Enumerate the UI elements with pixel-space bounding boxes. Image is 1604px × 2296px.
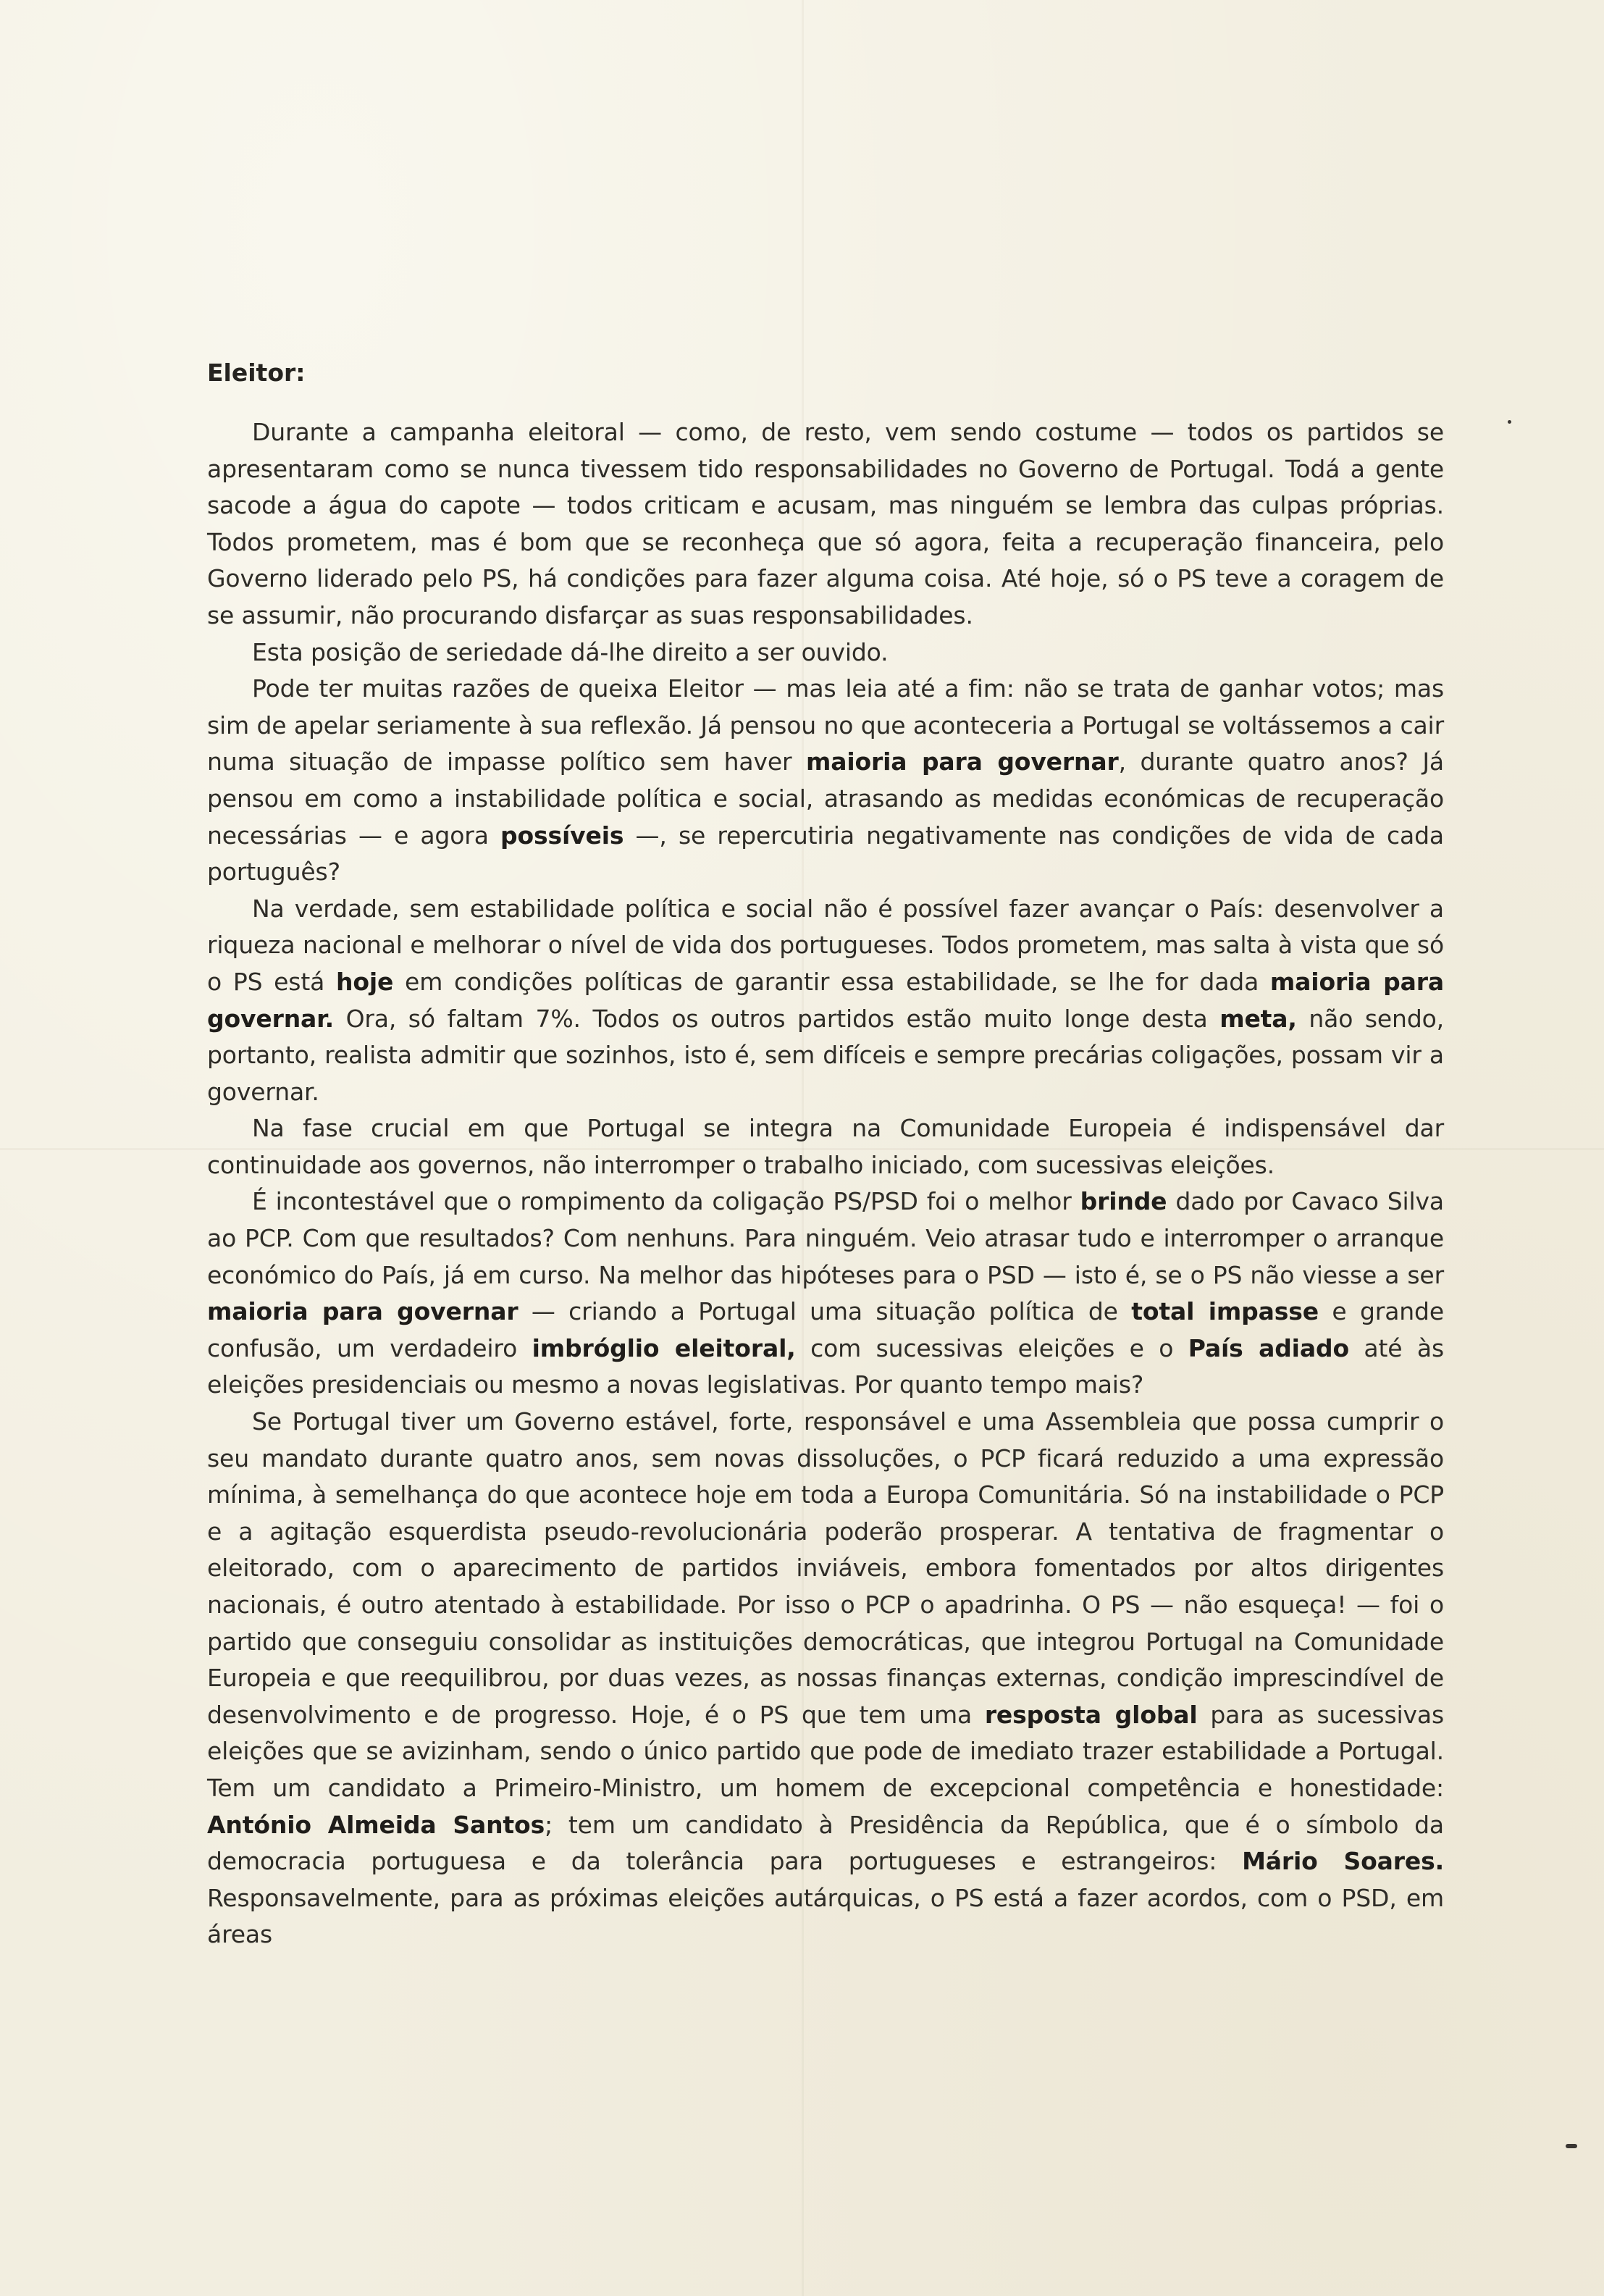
text-run: — criando a Portugal uma situação política de <box>518 1297 1132 1326</box>
paragraph <box>207 891 1444 1111</box>
emphasis-text: Mário Soares. <box>1242 1847 1444 1876</box>
greeting: Eleitor: <box>207 359 306 387</box>
text-run: Na verdade, sem estabilidade política e social não é possível fazer avançar o País: desenvolver a riqueza nacional e melhorar o nível de vida dos portugueses. Todos prometem, mas salta à vista que só o PS está <box>207 894 1444 996</box>
text-run: ; tem um candidato à Presidência da República, que é o símbolo da democracia portuguesa e da tolerância para portugueses e estrangeiros: <box>207 1810 1444 1876</box>
text-run: Na fase crucial em que Portugal se integra na Comunidade Europeia é indispensável dar continuidade aos governos, não interromper o trabalho iniciado, com sucessivas eleições. <box>207 1114 1444 1179</box>
emphasis-text: hoje <box>336 967 394 996</box>
letter-body <box>207 355 1444 1953</box>
paragraph <box>207 414 1444 634</box>
emphasis-text: maioria para governar. <box>207 967 1444 1033</box>
text-run: dado por Cavaco Silva ao PCP. Com que resultados? Com nenhuns. Para ninguém. Veio atrasar tudo e interromper o arranque económico do País, já em curso. Na melhor das hipóteses para o PSD — isto é, se o PS não viesse a ser <box>207 1187 1445 1289</box>
text-run: Durante a campanha eleitoral — como, de resto, vem sendo costume — todos os partidos se apresentaram como se nunca tivessem tido responsabilidades no Governo de Portugal. Todá a gente sacode a água do capote — todos criticam e acusam, mas ninguém se lembra das culpas próprias. Todos prometem, mas é bom que se reconheça que só agora, feita a recuperação financeira, pelo Governo liderado pelo PS, há condições para fazer alguma coisa. Até hoje, só o PS teve a coragem de se assumir, não procurando disfarçar as suas responsabilidades. <box>207 418 1444 629</box>
text-run: e grande confusão, um verdadeiro <box>207 1297 1444 1362</box>
ink-speck <box>1566 2144 1577 2148</box>
text-run: em condições políticas de garantir essa estabilidade, se lhe for dada <box>393 967 1270 996</box>
emphasis-text: imbróglio eleitoral, <box>532 1333 796 1362</box>
paragraph-list <box>207 414 1444 1953</box>
text-run: Pode ter muitas razões de queixa Eleitor — mas leia até a fim: não se trata de ganhar votos; mas sim de apelar seriamente à sua reflexão. Já pensou no que aconteceria a Portugal se voltássemos a cair numa situação de impasse político sem haver <box>207 674 1444 776</box>
emphasis-text: maioria para governar <box>805 747 1119 776</box>
emphasis-text: brinde <box>1080 1187 1167 1216</box>
text-run: para as sucessivas eleições que se avizinham, sendo o único partido que pode de imediato trazer estabilidade a Portugal. Tem um candidato a Primeiro-Ministro, um homem de excepcional competência e honestidade: <box>207 1700 1444 1802</box>
emphasis-text: resposta global <box>984 1700 1198 1729</box>
emphasis-text: António Almeida Santos <box>207 1810 545 1839</box>
text-run: —, se repercutiria negativamente nas condições de vida de cada português? <box>207 821 1444 887</box>
text-run: Ora, só faltam 7%. Todos os outros partidos estão muito longe desta <box>333 1004 1220 1033</box>
emphasis-text: possíveis <box>500 821 624 850</box>
text-run: , durante quatro anos? Já pensou em como a instabilidade política e social, atrasando as medidas económicas de recuperação necessárias — e agora <box>207 747 1444 850</box>
emphasis-text: meta, <box>1219 1004 1297 1033</box>
text-run: Se Portugal tiver um Governo estável, forte, responsável e uma Assembleia que possa cumprir o seu mandato durante quatro anos, sem novas dissoluções, o PCP ficará reduzido a uma expressão mínima, à semelhança do que acontece hoje em toda a Europa Comunitária. Só na instabilidade o PCP e a agitação esquerdista pseudo-revolucionária poderão prosperar. A tentativa de fragmentar o eleitorado, com o aparecimento de partidos inviáveis, embora fomentados por altos dirigentes nacionais, é outro atentado à estabilidade. Por isso o PCP o apadrinha. O PS — não esqueça! — foi o partido que conseguiu consolidar as instituições democráticas, que integrou Portugal na Comunidade Europeia e que reequilibrou, por duas vezes, as nossas finanças externas, condição imprescindível de desenvolvimento e de progresso. Hoje, é o PS que tem uma <box>207 1407 1444 1729</box>
paragraph <box>207 1183 1444 1404</box>
text-run: Responsavelmente, para as próximas eleições autárquicas, o PS está a fazer acordos, com o PSD, em áreas <box>207 1883 1444 1949</box>
emphasis-text: total impasse <box>1131 1297 1319 1326</box>
text-run: É incontestável que o rompimento da coligação PS/PSD foi o melhor <box>252 1187 1080 1216</box>
paragraph <box>207 671 1444 891</box>
text-run: até às eleições presidenciais ou mesmo a novas legislativas. Por quanto tempo mais? <box>207 1333 1445 1399</box>
paragraph <box>207 634 1444 671</box>
paragraph <box>207 1110 1444 1183</box>
text-run: Esta posição de seriedade dá-lhe direito a ser ouvido. <box>252 637 889 666</box>
emphasis-text: País adiado <box>1188 1333 1349 1362</box>
paragraph <box>207 1404 1444 1953</box>
ink-speck <box>1508 420 1511 424</box>
emphasis-text: maioria para governar <box>207 1297 518 1326</box>
text-run: não sendo, portanto, realista admitir que sozinhos, isto é, sem difíceis e sempre precárias coligações, possam vir a governar. <box>207 1004 1444 1106</box>
text-run: com sucessivas eleições e o <box>795 1333 1188 1362</box>
